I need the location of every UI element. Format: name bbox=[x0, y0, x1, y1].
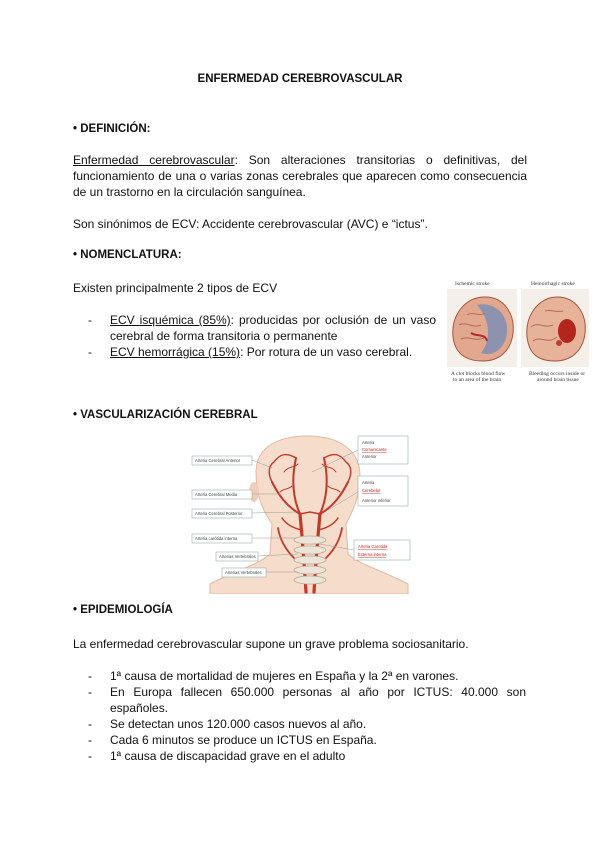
svg-text:Anterior inferior: Anterior inferior bbox=[362, 498, 391, 503]
svg-text:to an area of the brain: to an area of the brain bbox=[453, 377, 502, 383]
vertebrae-icon bbox=[294, 536, 326, 584]
svg-text:Comunicante: Comunicante bbox=[362, 447, 387, 452]
svg-text:Arteria Cerebral Media: Arteria Cerebral Media bbox=[195, 492, 238, 497]
list-item: - Se detectan unos 120.000 casos nuevos al año. bbox=[88, 717, 367, 731]
definicion-paragraph bbox=[73, 152, 527, 200]
list-item: - 1ª causa de discapacidad grave en el adulto bbox=[88, 749, 346, 763]
epidemiologia-heading: • EPIDEMIOLOGÍA bbox=[73, 604, 173, 616]
hemorrhagic-brain-icon bbox=[521, 289, 589, 367]
svg-text:Cerebelar: Cerebelar bbox=[362, 488, 381, 493]
svg-text:Arteria carótida interna: Arteria carótida interna bbox=[195, 536, 238, 541]
svg-text:Arterias Vertebrales: Arterias Vertebrales bbox=[219, 554, 256, 559]
svg-text:Hemorrhagic stroke: Hemorrhagic stroke bbox=[531, 281, 575, 287]
list-item: - En Europa fallecen 650.000 personas al año por ICTUS: 40.000 son españoles. bbox=[88, 685, 526, 715]
list-item: - ECV hemorrágica (15%): Por rotura de un vaso cerebral. bbox=[88, 345, 413, 359]
document-title: ENFERMEDAD CEREBROVASCULAR bbox=[197, 73, 403, 85]
synonyms-paragraph: Son sinónimos de ECV: Accidente cerebrovascular (AVC) e “ictus”. bbox=[73, 217, 428, 231]
epidemiologia-list bbox=[88, 668, 526, 764]
svg-text:Arteria Carotida: Arteria Carotida bbox=[358, 544, 388, 549]
definicion-text: : Son alteraciones transitorias o definitivas, del funcionamiento de una o varias zonas cerebrales que aparecen como consecuencia de un trastorno en la circulación sanguínea. bbox=[73, 153, 528, 199]
svg-text:A clot blocks blood flow: A clot blocks blood flow bbox=[451, 371, 506, 377]
svg-text:Arteria Cerebral Anterior: Arteria Cerebral Anterior bbox=[195, 458, 241, 463]
nomenclatura-heading: • NOMENCLATURA: bbox=[73, 249, 182, 261]
epidemiologia-intro: La enfermedad cerebrovascular supone un grave problema sociosanitario. bbox=[73, 637, 469, 651]
svg-text:Arterias Vertebrales: Arterias Vertebrales bbox=[225, 570, 262, 575]
list-item: - ECV isquémica (85%): producidas por oclusión de un vaso cerebral de forma transitoria o permanente bbox=[88, 313, 436, 343]
definicion-heading: • DEFINICIÓN: bbox=[73, 123, 151, 135]
svg-text:Arteria: Arteria bbox=[362, 480, 375, 485]
svg-text:Externa interna: Externa interna bbox=[358, 552, 387, 557]
definicion-term: Enfermedad cerebrovascular bbox=[73, 153, 235, 167]
stroke-types-image bbox=[447, 275, 589, 385]
vascularizacion-heading: • VASCULARIZACIÓN CEREBRAL bbox=[73, 409, 258, 421]
svg-text:Anterior: Anterior bbox=[362, 454, 377, 459]
list-item: - Cada 6 minutos se produce un ICTUS en España. bbox=[88, 733, 377, 747]
nomenclatura-list bbox=[88, 312, 436, 360]
svg-text:Arteria: Arteria bbox=[362, 440, 375, 445]
ischemic-brain-icon bbox=[447, 289, 517, 367]
nomenclatura-intro: Existen principalmente 2 tipos de ECV bbox=[73, 281, 278, 295]
svg-text:Ischemic stroke: Ischemic stroke bbox=[455, 281, 490, 287]
cerebral-arteries-image bbox=[188, 432, 420, 594]
svg-text:Bleeding occurs inside or: Bleeding occurs inside or bbox=[529, 371, 586, 377]
svg-text:Arteria Cerebral Posterior: Arteria Cerebral Posterior bbox=[195, 511, 243, 516]
svg-text:around brain tissue: around brain tissue bbox=[537, 377, 579, 383]
list-item: - 1ª causa de mortalidad de mujeres en España y la 2ª en varones. bbox=[88, 669, 459, 683]
